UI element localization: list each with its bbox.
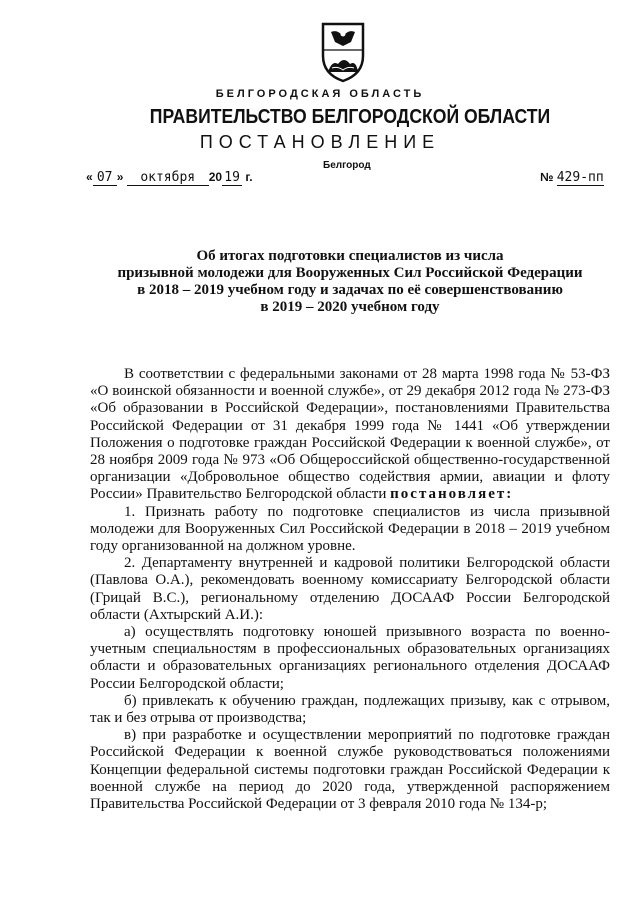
date-day: 07 [93,170,117,186]
clause-2b: б) привлекать к обучению граждан, подлежащих призыву, как с отрывом, так и без отрыва от производства; [90,692,610,727]
resolves-word: постановляет: [390,486,514,503]
document-date [86,170,253,186]
coat-of-arms-emblem [318,20,368,84]
city-name: Белгород [323,160,371,171]
clause-2c: в) при разработке и осуществлении мероприятий по подготовке граждан Российской Федерации к военной службе руководствоваться положениями Концепции федеральной системы подготовки граждан Российской Федерации к военной службе на период до 2020 года, утвержденной распоряжением Правительства Российской Федерации от 3 февраля 2010 года № 134-р; [90,727,610,813]
clause-1: 1. Признать работу по подготовке специалистов из числа призывной молодежи для Вооруженных Сил Российской Федерации в 2018 – 2019 учебном году организованной на должном уровне. [90,503,610,555]
clause-2a: а) осуществлять подготовку юношей призывного возраста по военно-учетным специальностям в профессиональных образовательных организациях области и образовательных организациях регионального отделения ДОСААФ России Белгородской области; [90,624,610,692]
date-year-prefix: 20 [208,170,223,184]
preamble-text: В соответствии с федеральными законами от 28 марта 1998 года № 53-ФЗ «О воинской обязанности и военной службе», от 29 декабря 2012 года № 273-ФЗ «Об образовании в Российской Федерации», постановлениями Правительства Российской Федерации от 31 декабря 1999 года № 1441 «Об утверждении Положения о подготовке граждан Российской Федерации к военной службе», от 28 ноября 2009 года № 973 «Об Общероссийской общественно-государственной организации «Добровольное общество содействия армии, авиации и флоту России» Правительство Белгородской области [90,366,610,503]
region-name: БЕЛГОРОДСКАЯ ОБЛАСТЬ [215,88,425,100]
document-number [540,170,604,186]
number-sign: № [540,170,554,184]
date-close-quote: » [116,170,124,184]
title-line: призывной молодежи для Вооруженных Сил Российской Федерации [117,265,583,281]
clause-2: 2. Департаменту внутренней и кадровой политики Белгородской области (Павлова О.А.), рекомендовать военному комиссариату Белгородской области (Грицай В.С.), региональному отделению ДОСААФ России Белгородской области (Ахтырский А.И.): [90,555,610,623]
number-value: 429-пп [556,170,604,185]
title-line: Об итогах подготовки специалистов из числа [196,248,504,264]
date-year-abbr: г. [245,170,253,184]
government-name: ПРАВИТЕЛЬСТВО БЕЛГОРОДСКОЙ ОБЛАСТИ [149,106,551,128]
preamble-paragraph [90,366,610,504]
document-type: ПОСТАНОВЛЕНИЕ [199,132,441,152]
document-title [90,248,610,316]
title-line: в 2018 – 2019 учебном году и задачах по её совершенствованию [137,282,563,298]
document-body [90,366,610,813]
title-line: в 2019 – 2020 учебном году [260,299,440,315]
date-year-suffix: 19 [222,170,242,186]
date-open-quote: « [86,170,93,184]
date-month: октября [127,170,209,186]
